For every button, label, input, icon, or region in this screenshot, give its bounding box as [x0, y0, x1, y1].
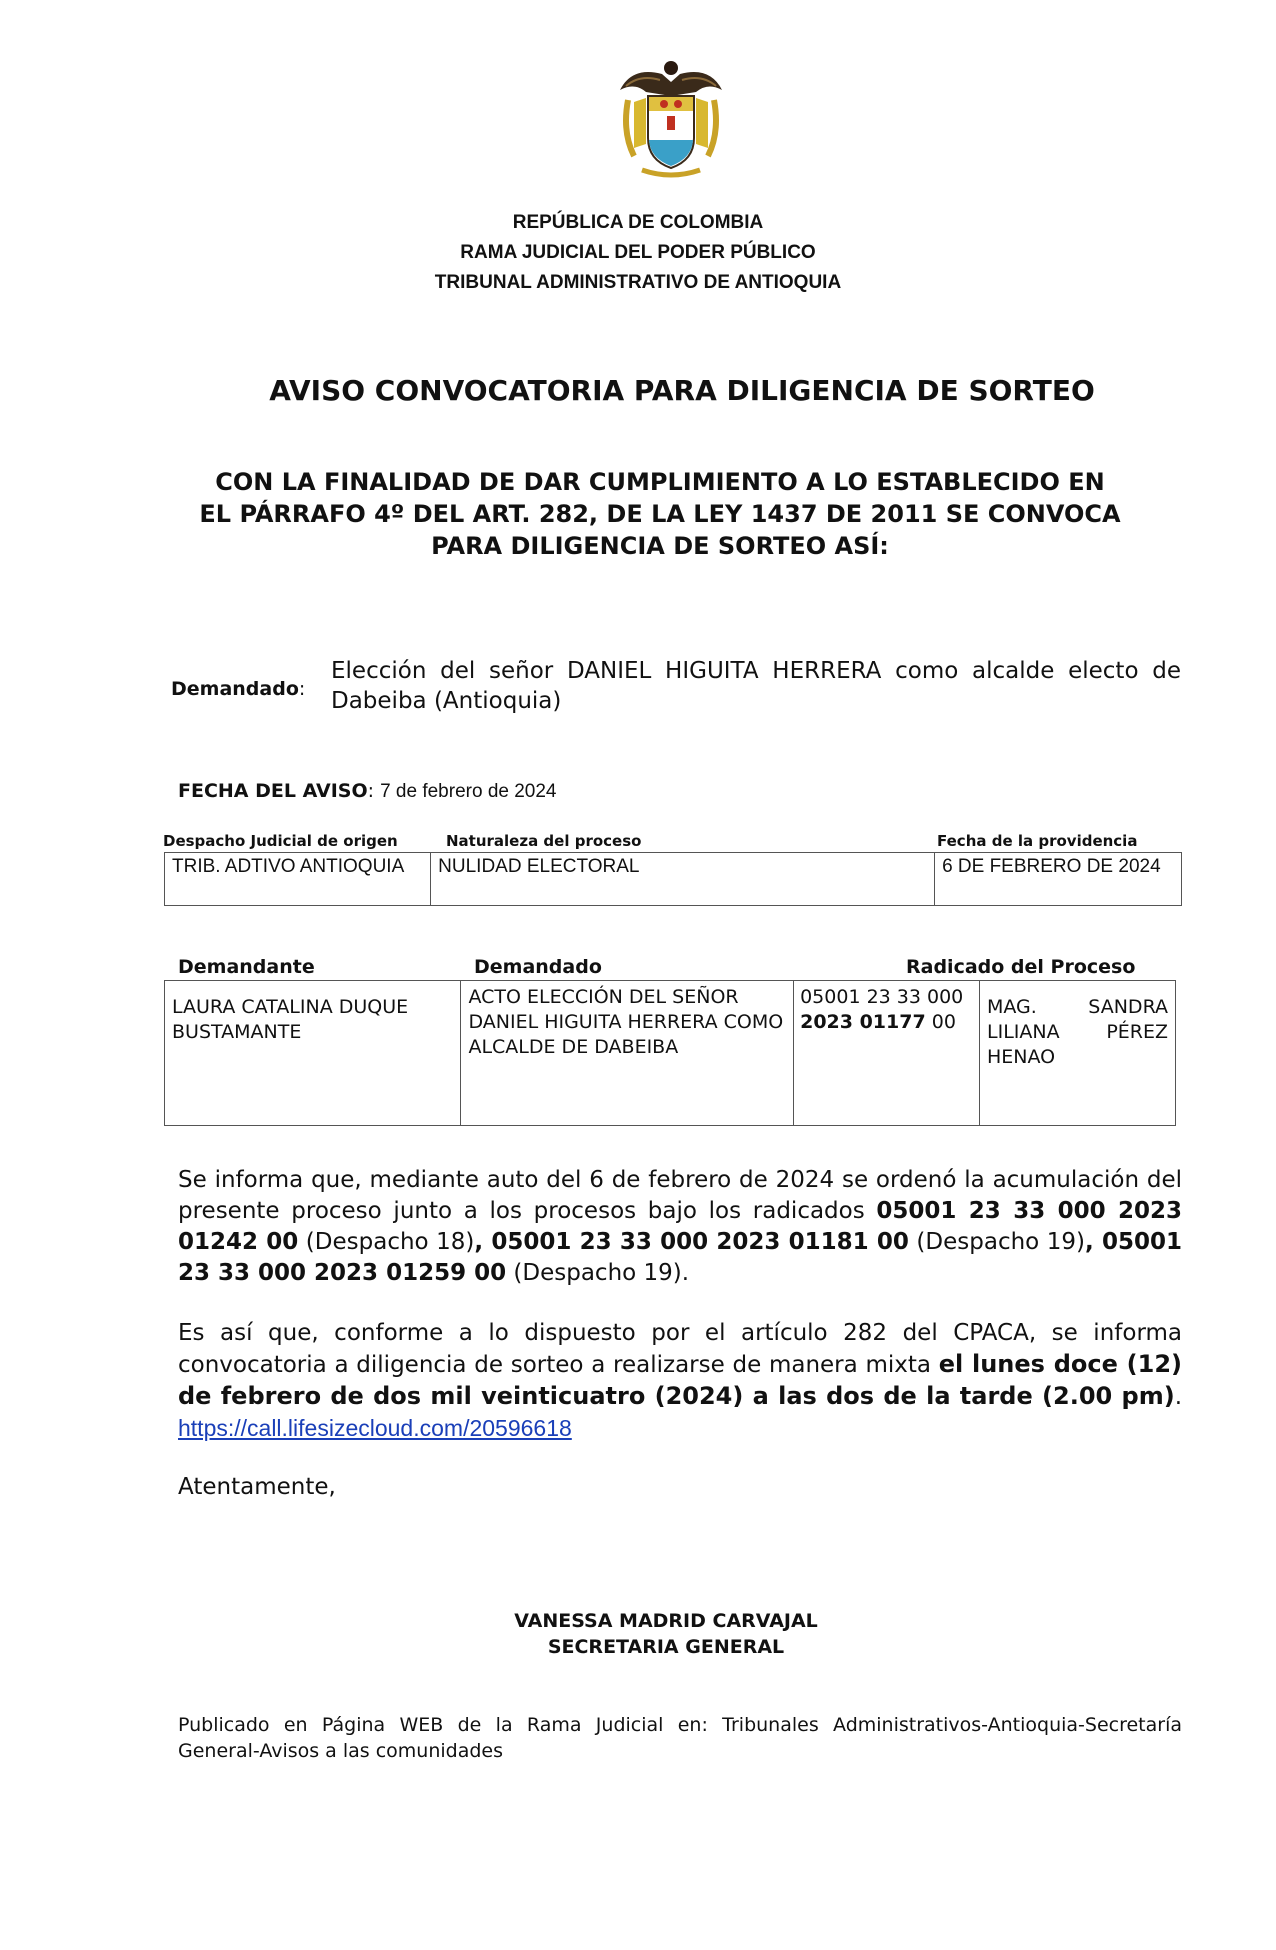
cell-naturaleza: NULIDAD ELECTORAL — [431, 853, 935, 906]
subtitle-line-3: PARA DILIGENCIA DE SORTEO ASÍ: — [431, 532, 889, 560]
subtitle-line-2: EL PÁRRAFO 4º DEL ART. 282, DE LA LEY 1437 DE 2011 SE CONVOCA — [199, 500, 1121, 528]
cell-despacho: TRIB. ADTIVO ANTIOQUIA — [165, 853, 431, 906]
header-line-3: TRIBUNAL ADMINISTRATIVO DE ANTIOQUIA — [434, 272, 842, 293]
cell-demandante: LAURA CATALINA DUQUE BUSTAMANTE — [165, 981, 461, 1126]
cell-magistrado: MAG. SANDRA LILIANA PÉREZ HENAO — [980, 981, 1176, 1126]
cell-demandado: ACTO ELECCIÓN DEL SEÑOR DANIEL HIGUITA HERRERA COMO ALCALDE DE DABEIBA — [461, 981, 794, 1126]
table1-header-naturaleza: Naturaleza del proceso — [446, 832, 642, 850]
table-providencia — [164, 852, 1182, 906]
table2-header-demandado: Demandado — [474, 956, 602, 978]
coat-of-arms-seal — [612, 52, 730, 182]
demandado-text: Elección del señor DANIEL HIGUITA HERRERA como alcalde electo de Dabeiba (Antioquia) — [331, 658, 1181, 714]
table-row — [165, 981, 1176, 1126]
subtitle-line-1: CON LA FINALIDAD DE DAR CUMPLIMIENTO A LO ESTABLECIDO EN — [215, 468, 1105, 496]
table-row — [165, 853, 1182, 906]
header-line-1: REPÚBLICA DE COLOMBIA — [512, 212, 764, 233]
document-title: AVISO CONVOCATORIA PARA DILIGENCIA DE SORTEO — [269, 374, 1095, 407]
signature-name: VANESSA MADRID CARVAJAL — [514, 1610, 818, 1632]
closing-text: Atentamente, — [178, 1474, 336, 1500]
table1-header-fecha: Fecha de la providencia — [937, 832, 1138, 850]
header-line-2: RAMA JUDICIAL DEL PODER PÚBLICO — [460, 242, 816, 263]
table-proceso — [164, 980, 1176, 1126]
table1-header-despacho: Despacho Judicial de origen — [163, 832, 398, 850]
lifesize-call-link[interactable]: https://call.lifesizecloud.com/20596618 — [178, 1415, 572, 1441]
paragraph-convocatoria: Es así que, conforme a lo dispuesto por el artículo 282 del CPACA, se informa convocatoria a diligencia de sorteo a realizarse de manera mixta el lunes doce (12) de febrero de dos mil veinticuatro (2024) a las dos de la tarde (2.00 pm). https://call.lifesizecloud.com/20596618 — [178, 1320, 1182, 1441]
cell-radicado: 05001 23 33 000 2023 01177 00 — [794, 981, 980, 1126]
demandado-label: Demandado: — [171, 678, 306, 700]
fecha-aviso: FECHA DEL AVISO: 7 de febrero de 2024 — [178, 780, 557, 802]
cell-fecha-providencia: 6 DE FEBRERO DE 2024 — [935, 853, 1182, 906]
paragraph-acumulacion: Se informa que, mediante auto del 6 de febrero de 2024 se ordenó la acumulación del presente proceso junto a los procesos bajo los radicados 05001 23 33 000 2023 01242 00 (Despacho 18), 05001 23 33 000 2023 01181 00 (Despacho 19), 05001 23 33 000 2023 01259 00 (Despacho 19). — [178, 1167, 1183, 1286]
signature-role: SECRETARIA GENERAL — [547, 1636, 785, 1658]
table2-header-radicado: Radicado del Proceso — [906, 956, 1136, 978]
publication-footer: Publicado en Página WEB de la Rama Judicial en: Tribunales Administrativos-Antioquia-Secretaría General-Avisos a las comunidades — [178, 1714, 1182, 1762]
table2-header-demandante: Demandante — [178, 956, 315, 978]
